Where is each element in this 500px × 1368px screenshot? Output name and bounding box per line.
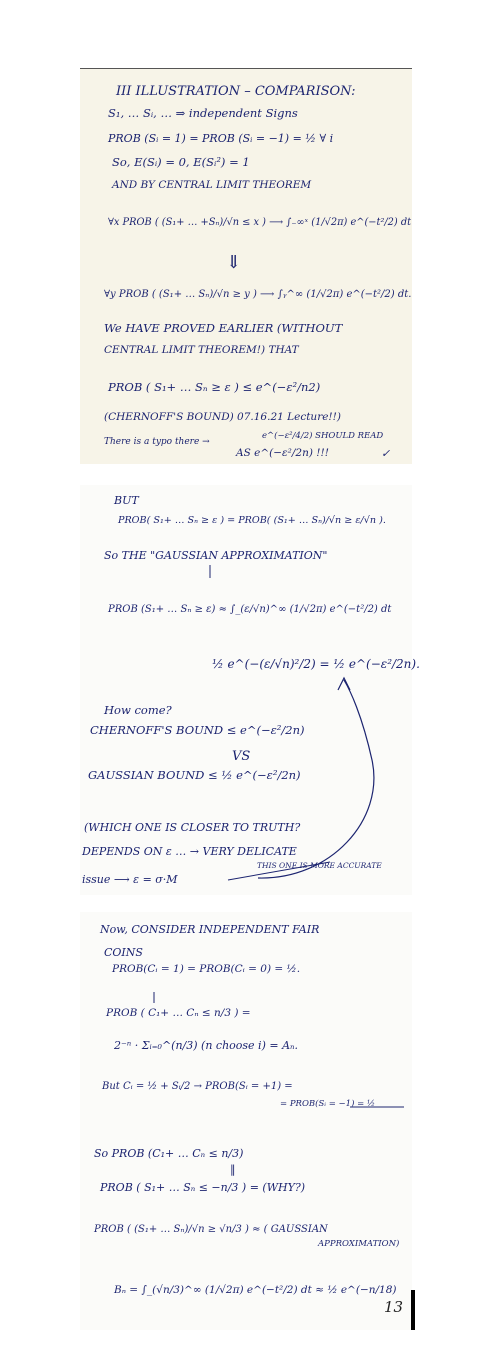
line-but: BUT <box>114 494 139 507</box>
line-how-come: How come? <box>104 703 172 717</box>
line-gaussian-approximation: So THE "GAUSSIAN APPROXIMATION" <box>104 549 328 562</box>
equals-mark: ‖ <box>230 1163 236 1176</box>
line-versus: VS <box>232 749 251 764</box>
line-proved-earlier: We HAVE PROVED EARLIER (WITHOUT <box>104 321 343 335</box>
line-approx-integral: PROB (S₁+ … Sₙ ≥ ε) ≈ ∫_(ε/√n)^∞ (1/√2π) e^(−t²/2) dt <box>108 604 392 615</box>
line-bn-integral: Bₙ = ∫_(√n/3)^∞ (1/√2π) e^(−t²/2) dt ≈ ½ e^(−n/18) <box>114 1284 397 1296</box>
line-chernoff-inequality: PROB ( S₁+ … Sₙ ≥ ε ) ≤ e^(−ε²/n2) <box>108 380 321 394</box>
line-should-read: e^(−ε²/4/2) SHOULD READ <box>262 431 384 441</box>
line-coins: COINS <box>104 946 143 959</box>
line-approximation: APPROXIMATION) <box>318 1239 400 1249</box>
line-clt-lower: ∀x PROB ( (S₁+ … +Sₙ)/√n ≤ x ) ⟶ ∫₋∞ˣ (1/√2π) e^(−t²/2) dt <box>108 217 412 228</box>
implies-arrow: ⇓ <box>226 252 242 273</box>
line-so-prob: So PROB (C₁+ … Cₙ ≤ n/3) <box>94 1147 244 1160</box>
curved-arrow <box>258 680 374 878</box>
line-why: PROB ( S₁+ … Sₙ ≤ −n/3 ) = (WHY?) <box>100 1181 306 1194</box>
line-half-exponential: ½ e^(−(ε/√n)²/2) = ½ e^(−ε²/2n). <box>212 657 420 671</box>
check-mark: ✓ <box>381 447 391 460</box>
heading-illustration: III ILLUSTRATION – COMPARISON: <box>116 84 356 99</box>
line-clt-upper: ∀y PROB ( (S₁+ … Sₙ)/√n ≥ y ) ⟶ ∫ᵧ^∞ (1/√2π) e^(−t²/2) dt. <box>104 289 412 300</box>
line-gaussian-bound: GAUSSIAN BOUND ≤ ½ e^(−ε²/2n) <box>88 768 301 782</box>
line-signs: S₁, … Sᵢ, … ⇒ independent Signs <box>108 106 298 120</box>
line-which-closer: (WHICH ONE IS CLOSER TO TRUTH? <box>84 821 301 834</box>
line-coin-prob: PROB(Cᵢ = 1) = PROB(Cᵢ = 0) = ½. <box>112 963 301 975</box>
line-prob-signs: PROB (Sᵢ = 1) = PROB (Sᵢ = −1) = ½ ∀ i <box>108 132 334 145</box>
line-chernoff-bound: CHERNOFF'S BOUND ≤ e^(−ε²/2n) <box>90 723 305 737</box>
line-more-accurate: THIS ONE IS MORE ACCURATE <box>257 861 382 870</box>
line-typo-note: There is a typo there → <box>104 437 210 447</box>
line-expectation: So, E(Sᵢ) = 0, E(Sᵢ²) = 1 <box>112 155 250 169</box>
line-prob-coins-sum: PROB ( C₁+ … Cₙ ≤ n/3 ) = <box>106 1007 251 1019</box>
line-prob-rescaled: PROB( S₁+ … Sₙ ≥ ε ) = PROB( (S₁+ … Sₙ)/√n ≥ ε/√n ). <box>118 515 386 526</box>
line-corrected-exponent: AS e^(−ε²/2n) !!! <box>236 447 329 459</box>
line-consider-coins: Now, CONSIDER INDEPENDENT FAIR <box>100 923 320 936</box>
page-number: 13 <box>384 1298 404 1316</box>
line-gaussian-prob: PROB ( (S₁+ … Sₙ)/√n ≥ √n/3 ) ≈ ( GAUSSIAN <box>94 1224 328 1235</box>
line-sign-prob: = PROB(Sᵢ = −1) = ½ <box>280 1099 376 1109</box>
line-chernoff-note: (CHERNOFF'S BOUND) 07.16.21 Lecture!!) <box>104 411 341 423</box>
line-coin-sign-relation: But Cᵢ = ½ + Sᵢ/2 → PROB(Sᵢ = +1) = <box>102 1081 293 1092</box>
line-binomial-sum: 2⁻ⁿ · Σᵢ₌₀^(n/3) (n choose i) = Aₙ. <box>114 1039 298 1052</box>
line-issue: issue ⟶ ε = σ·M <box>82 873 178 886</box>
line-central-limit: AND BY CENTRAL LIMIT THEOREM <box>112 179 312 191</box>
line-depends: DEPENDS ON ε … → VERY DELICATE <box>82 845 297 858</box>
line-without-clt: CENTRAL LIMIT THEOREM!) THAT <box>104 344 299 356</box>
